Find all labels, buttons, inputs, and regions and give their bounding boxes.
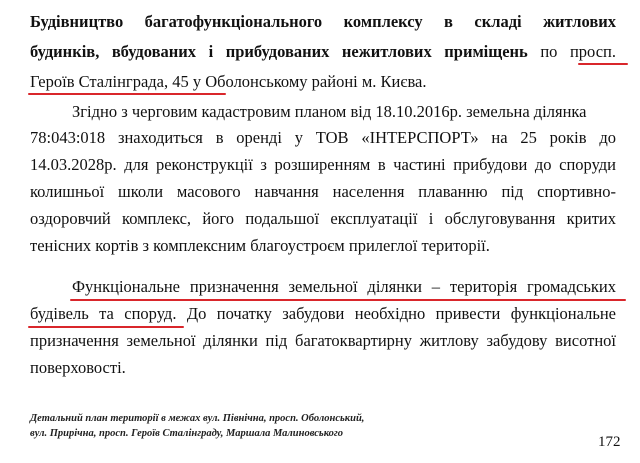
highlight-underline [28,326,184,328]
footer-line-1: Детальний план території в межах вул. Північна, просп. Оболонський, [30,413,365,424]
footer-line-2: вул. Прирічна, просп. Героїв Сталінграду, Маршала Малиновського [30,428,344,439]
highlight-underline [28,93,226,95]
paragraph-2-line-3: 14.03.2028р. для реконструкції з розширенням в частині прибудови до споруди [30,155,616,174]
paragraph-3-line-1: Функціональне призначення земельної ділянки – територія громадських [72,277,616,296]
paragraph-2-line-5: оздоровчий комплекс, його подальшої експлуатації і обслуговування критих [30,209,616,228]
heading-line-3: Героїв Сталінграда, 45 у Оболонському районі м. Києва. [30,72,427,91]
paragraph-2-line-6: тенісних кортів з комплексним благоустроєм прилеглої території. [30,236,490,255]
paragraph-3-line-2: будівель та споруд. До початку забудови необхідно привести функціональне [30,304,616,323]
paragraph-2-line-1: Згідно з черговим кадастровим планом від 18.10.2016р. земельна ділянка [72,102,587,121]
heading-line-1: Будівництво багатофункціонального комплексу в складі житлових [30,12,616,31]
heading-line-2: будинків, вбудованих і прибудованих нежитлових приміщень по просп. [30,42,616,61]
paragraph-3-line-3: призначення земельної ділянки під багатоквартирну житлову забудову висотної [30,331,616,350]
paragraph-2-line-2: 78:043:018 знаходиться в оренді у ТОВ «ІНТЕРСПОРТ» на 25 років до [30,128,616,147]
page-number: 172 [598,434,621,450]
highlight-underline [70,299,626,301]
highlight-underline [578,63,628,65]
paragraph-2-line-4: колишньої школи масового навчання населення плаванню під спортивно- [30,182,616,201]
paragraph-3-line-4: поверховості. [30,358,126,377]
